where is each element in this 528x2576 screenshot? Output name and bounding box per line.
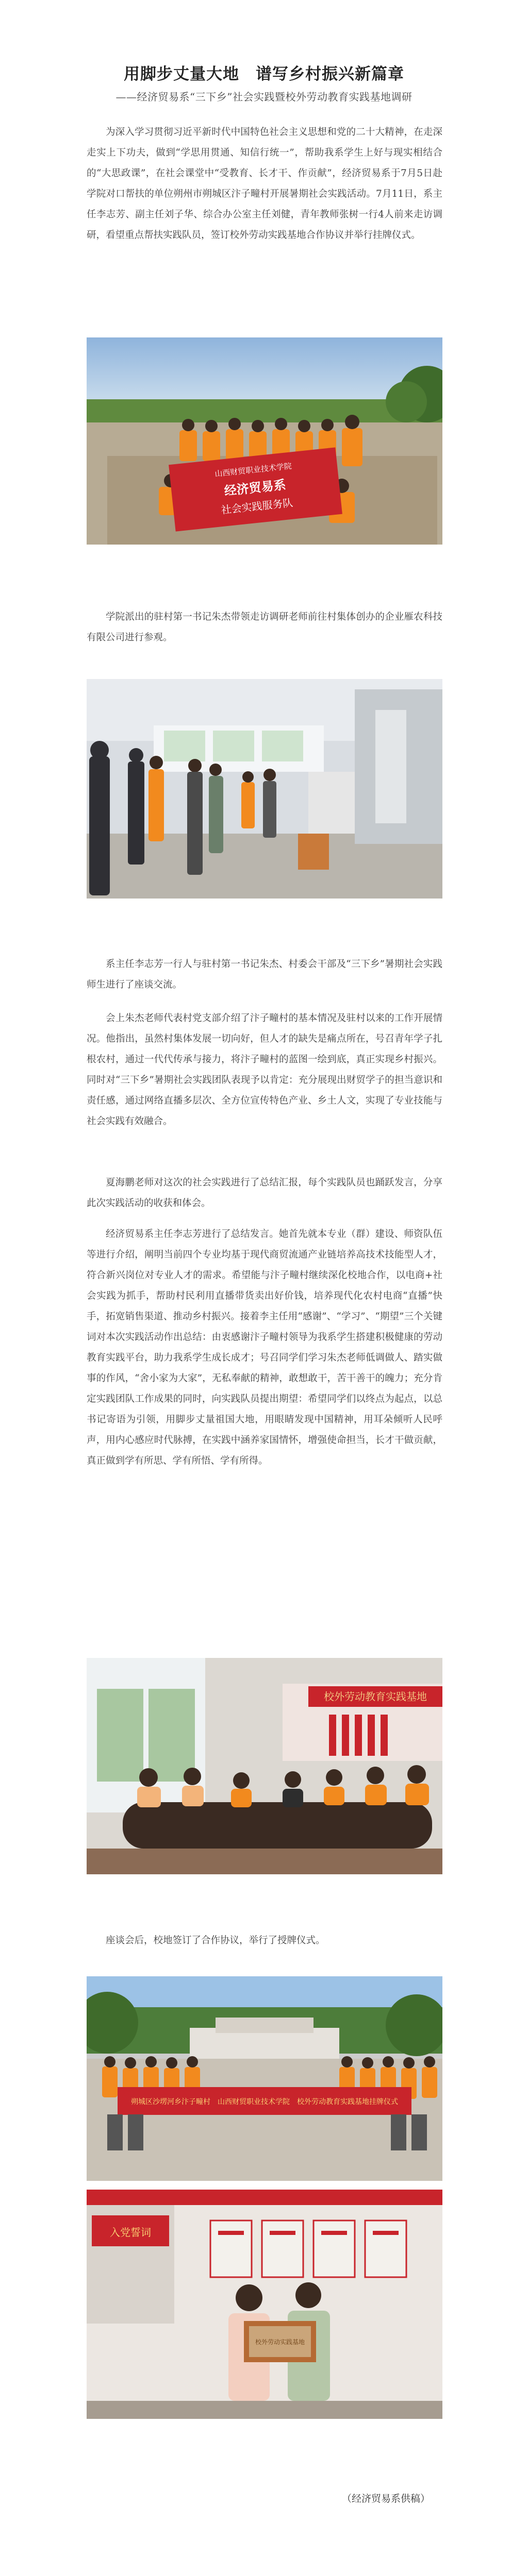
paragraph-visit: 学院派出的驻村第一书记朱杰带领走访调研老师前往村集体创办的企业雁农科技有限公司进行参观。 bbox=[87, 612, 442, 643]
banner-school-name: 山西财贸职业技术学院 bbox=[214, 461, 292, 479]
banner-dept-name: 经济贸易系 bbox=[223, 477, 287, 499]
wall-sign-label: 入党誓词 bbox=[110, 2226, 151, 2239]
ceremony-banner-text: 朔城区沙塄河乡汴子疃村 山西财贸职业技术学院 校外劳动教育实践基地挂牌仪式 bbox=[131, 2098, 398, 2106]
paragraph-intro: 为深入学习贯彻习近平新时代中国特色社会主义思想和党的二十大精神，在走深走实上下功夫，做到“学思用贯通、知信行统一”，帮助我系学生上好与现实相结合的“大思政课”，在社会课堂中“受教育、长才干、作贡献”，经济贸易系于7月5日赴学院对口帮扶的单位朔州市朔城区汴子疃村开展暑期社会实践活动。7月11日，系主任李志芳、副主任刘子华、综合办公室主任刘健，青年教师张树一行4人前来走访调研，看望重点帮扶实践队员，签订校外劳动实践基地合作协议并举行挂牌仪式。 bbox=[87, 127, 442, 241]
plaque-text: 校外劳动实践基地 bbox=[255, 2338, 305, 2346]
paragraph-summary-report: 夏海鹏老师对这次的社会实践进行了总结汇报，每个实践队员也踊跃发言，分享此次实践活动的收获和体会。 bbox=[87, 1177, 442, 1209]
article-subtitle: ——经济贸易系“三下乡”社会实践暨校外劳动教育实践基地调研 bbox=[116, 91, 412, 103]
photo-group-banner bbox=[87, 337, 442, 545]
photo-plaque-ceremony-group bbox=[87, 1976, 442, 2181]
banner-team-name: 社会实践服务队 bbox=[220, 496, 294, 517]
paragraph-signing: 座谈会后，校地签订了合作协议，举行了授牌仪式。 bbox=[106, 1935, 325, 1946]
paragraph-director-speech: 经济贸易系主任李志芳进行了总结发言。她首先就本专业（群）建设、师资队伍等进行介绍，阐明当前四个专业均基于现代商贸流通产业链培养高技术技能型人才，符合新兴岗位对专业人才的需求。希望能与汴子疃村继续深化校地合作，以电商+社会实践为抓手，帮助村民利用直播带货卖出好价钱，培养现代化农村电商“直播”快手，拓宽销售渠道、推动乡村振兴。接着李主任用“感谢”、“学习”、“期望”三个关键词对本次实践活动作出总结：由衷感谢汴子疃村领导为我系学生搭建积极健康的劳动教育实践平台，助力我系学生成长成才；号召同学们学习朱杰老师低调做人、踏实做事的作风，“舍小家为大家”，无私奉献的精神，敢想敢干，苦干善干的魄力；充分肯定实践团队工作成果的同时，向实践队员提出期望：希望同学们以终点为起点，以总书记寄语为引领，用脚步丈量祖国大地，用眼睛发现中国精神，用耳朵倾听人民呼声，用内心感应时代脉搏，在实践中涵养家国情怀，增强使命担当，长才干做贡献，真正做到学有所思、学有所悟、学有所得。 bbox=[87, 1229, 442, 1466]
photo-factory-visit bbox=[87, 679, 442, 899]
photo-meeting-room bbox=[87, 1658, 442, 1874]
article-source: （经济贸易系供稿） bbox=[341, 2493, 430, 2504]
article-title: 用脚步丈量大地 谱写乡村振兴新篇章 bbox=[124, 65, 404, 83]
paragraph-meeting: 系主任李志芳一行人与驻村第一书记朱杰、村委会干部及“三下乡”暑期社会实践师生进行了座谈交流。 bbox=[87, 959, 442, 990]
photo-plaque-handover bbox=[87, 2190, 442, 2419]
meeting-backdrop-text: 校外劳动教育实践基地 bbox=[324, 1690, 427, 1703]
paragraph-village-intro: 会上朱杰老师代表村党支部介绍了汴子疃村的基本情况及驻村以来的工作开展情况。他指出，虽然村集体发展一切向好，但人才的缺失是痛点所在，号召青年学子扎根农村，通过一代代传承与接力，将汴子疃村的蓝图一绘到底，真正实现乡村振兴。同时对“三下乡”暑期社会实践团队表现予以肯定：充分展现出财贸学子的担当意识和责任感，通过网络直播多层次、全方位宣传特色产业、乡土人文，实现了专业技能与社会实践有效融合。 bbox=[87, 1013, 442, 1127]
